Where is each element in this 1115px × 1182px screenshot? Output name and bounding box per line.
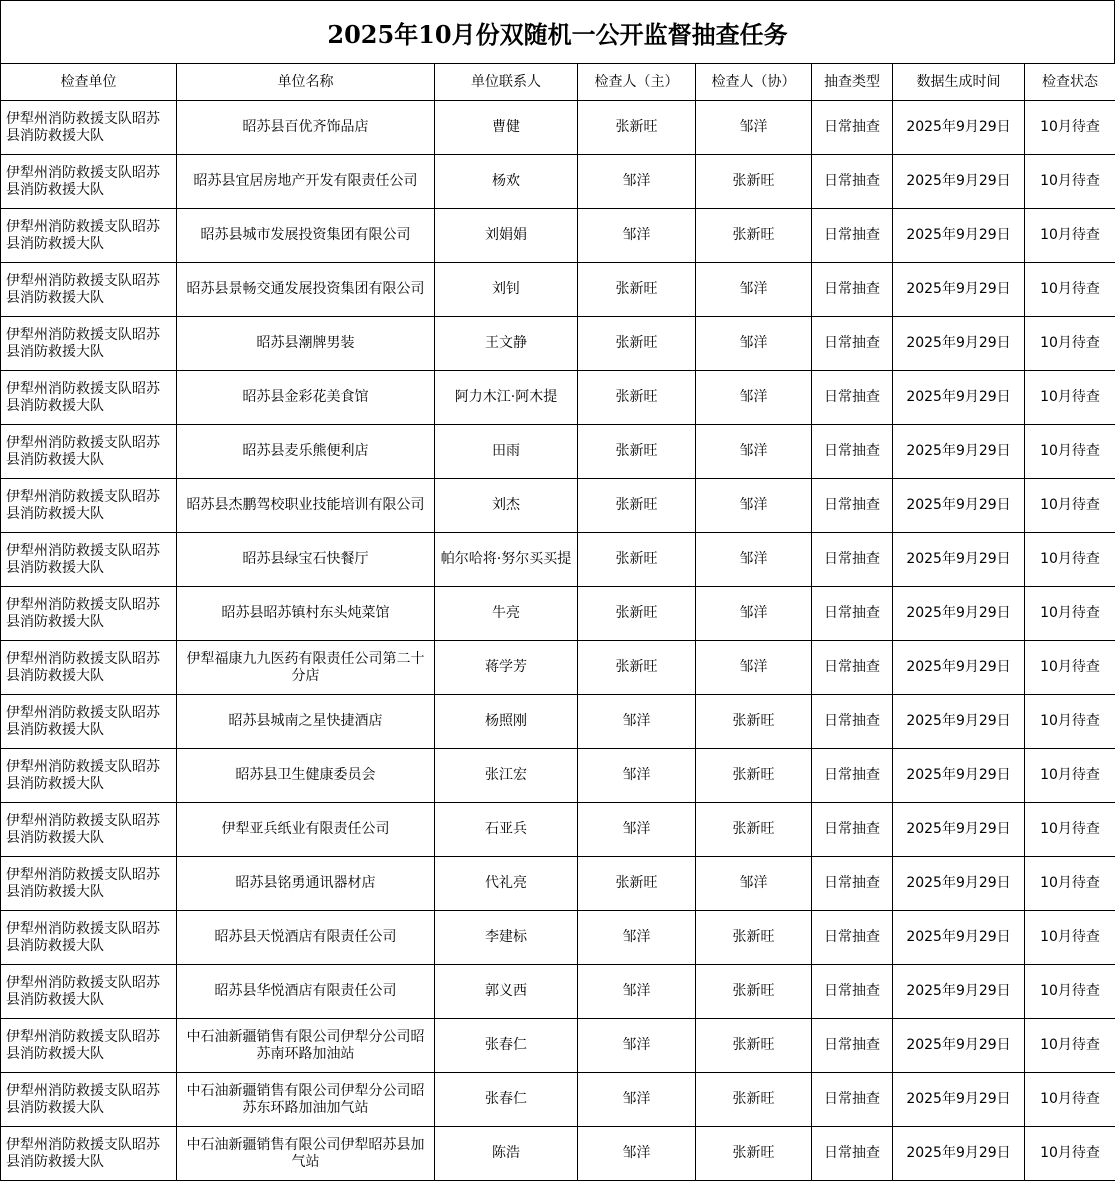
cell-inspector-assist: 张新旺: [696, 749, 812, 803]
table-row: [1, 641, 1115, 695]
cell-check-type: 日常抽查: [812, 1073, 893, 1127]
cell-check-type: 日常抽查: [812, 209, 893, 263]
cell-inspector-assist: 张新旺: [696, 1127, 812, 1181]
cell-contact: 代礼亮: [435, 857, 578, 911]
cell-inspector-main: 张新旺: [578, 641, 696, 695]
cell-inspector-assist: 邹洋: [696, 317, 812, 371]
cell-inspector-assist: 张新旺: [696, 695, 812, 749]
cell-generated-date: 2025年9月29日: [893, 1073, 1025, 1127]
cell-inspector-main: 张新旺: [578, 479, 696, 533]
cell-inspection-unit: 伊犁州消防救援支队昭苏县消防救援大队: [1, 101, 177, 155]
cell-status: 10月待查: [1025, 317, 1115, 371]
cell-status: 10月待查: [1025, 587, 1115, 641]
cell-inspector-assist: 张新旺: [696, 1019, 812, 1073]
cell-inspector-assist: 邹洋: [696, 587, 812, 641]
cell-generated-date: 2025年9月29日: [893, 965, 1025, 1019]
cell-generated-date: 2025年9月29日: [893, 155, 1025, 209]
cell-check-type: 日常抽查: [812, 641, 893, 695]
cell-generated-date: 2025年9月29日: [893, 857, 1025, 911]
cell-inspector-assist: 张新旺: [696, 803, 812, 857]
cell-inspection-unit: 伊犁州消防救援支队昭苏县消防救援大队: [1, 317, 177, 371]
cell-status: 10月待查: [1025, 1127, 1115, 1181]
cell-generated-date: 2025年9月29日: [893, 533, 1025, 587]
cell-contact: 张江宏: [435, 749, 578, 803]
cell-contact: 郭义西: [435, 965, 578, 1019]
cell-inspector-assist: 张新旺: [696, 209, 812, 263]
cell-unit-name: 昭苏县潮牌男装: [177, 317, 435, 371]
cell-inspector-assist: 邹洋: [696, 425, 812, 479]
cell-status: 10月待查: [1025, 695, 1115, 749]
cell-unit-name: 昭苏县天悦酒店有限责任公司: [177, 911, 435, 965]
cell-unit-name: 昭苏县卫生健康委员会: [177, 749, 435, 803]
cell-status: 10月待查: [1025, 209, 1115, 263]
header-contact: 单位联系人: [435, 64, 578, 101]
cell-check-type: 日常抽查: [812, 263, 893, 317]
cell-inspector-assist: 张新旺: [696, 155, 812, 209]
cell-inspector-assist: 邹洋: [696, 857, 812, 911]
cell-inspection-unit: 伊犁州消防救援支队昭苏县消防救援大队: [1, 911, 177, 965]
cell-inspector-main: 张新旺: [578, 371, 696, 425]
cell-inspector-main: 邹洋: [578, 911, 696, 965]
cell-status: 10月待查: [1025, 101, 1115, 155]
cell-unit-name: 中石油新疆销售有限公司伊犁昭苏县加气站: [177, 1127, 435, 1181]
cell-check-type: 日常抽查: [812, 155, 893, 209]
cell-check-type: 日常抽查: [812, 749, 893, 803]
cell-check-type: 日常抽查: [812, 533, 893, 587]
cell-check-type: 日常抽查: [812, 803, 893, 857]
cell-generated-date: 2025年9月29日: [893, 425, 1025, 479]
cell-inspection-unit: 伊犁州消防救援支队昭苏县消防救援大队: [1, 857, 177, 911]
cell-inspector-main: 邹洋: [578, 749, 696, 803]
cell-inspector-main: 邹洋: [578, 1073, 696, 1127]
cell-inspection-unit: 伊犁州消防救援支队昭苏县消防救援大队: [1, 965, 177, 1019]
cell-inspector-main: 张新旺: [578, 263, 696, 317]
cell-inspection-unit: 伊犁州消防救援支队昭苏县消防救援大队: [1, 209, 177, 263]
table-row: [1, 695, 1115, 749]
cell-unit-name: 昭苏县城南之星快捷酒店: [177, 695, 435, 749]
cell-inspection-unit: 伊犁州消防救援支队昭苏县消防救援大队: [1, 263, 177, 317]
cell-status: 10月待查: [1025, 155, 1115, 209]
table-row: [1, 965, 1115, 1019]
cell-inspection-unit: 伊犁州消防救援支队昭苏县消防救援大队: [1, 479, 177, 533]
cell-contact: 蒋学芳: [435, 641, 578, 695]
cell-contact: 帕尔哈将·努尔买买提: [435, 533, 578, 587]
cell-unit-name: 昭苏县杰鹏驾校职业技能培训有限公司: [177, 479, 435, 533]
cell-inspector-main: 邹洋: [578, 155, 696, 209]
cell-inspector-assist: 张新旺: [696, 965, 812, 1019]
cell-inspector-assist: 邹洋: [696, 101, 812, 155]
cell-unit-name: 中石油新疆销售有限公司伊犁分公司昭苏南环路加油站: [177, 1019, 435, 1073]
cell-generated-date: 2025年9月29日: [893, 803, 1025, 857]
cell-inspection-unit: 伊犁州消防救援支队昭苏县消防救援大队: [1, 641, 177, 695]
cell-inspector-main: 张新旺: [578, 587, 696, 641]
cell-inspector-main: 邹洋: [578, 1019, 696, 1073]
cell-inspection-unit: 伊犁州消防救援支队昭苏县消防救援大队: [1, 803, 177, 857]
header-generated-date: 数据生成时间: [893, 64, 1025, 101]
cell-status: 10月待查: [1025, 803, 1115, 857]
cell-inspector-main: 邹洋: [578, 209, 696, 263]
cell-check-type: 日常抽查: [812, 101, 893, 155]
cell-contact: 张春仁: [435, 1073, 578, 1127]
cell-generated-date: 2025年9月29日: [893, 1127, 1025, 1181]
cell-inspector-assist: 邹洋: [696, 533, 812, 587]
cell-inspection-unit: 伊犁州消防救援支队昭苏县消防救援大队: [1, 1019, 177, 1073]
header-check-type: 抽查类型: [812, 64, 893, 101]
table-row: [1, 587, 1115, 641]
cell-check-type: 日常抽查: [812, 911, 893, 965]
cell-inspector-main: 邹洋: [578, 803, 696, 857]
cell-contact: 杨欢: [435, 155, 578, 209]
cell-contact: 张春仁: [435, 1019, 578, 1073]
cell-generated-date: 2025年9月29日: [893, 317, 1025, 371]
cell-generated-date: 2025年9月29日: [893, 695, 1025, 749]
cell-status: 10月待查: [1025, 857, 1115, 911]
cell-contact: 刘娟娟: [435, 209, 578, 263]
table-row: [1, 803, 1115, 857]
header-row: [1, 64, 1115, 101]
table-row: [1, 155, 1115, 209]
cell-contact: 杨照刚: [435, 695, 578, 749]
cell-inspector-assist: 邹洋: [696, 371, 812, 425]
cell-check-type: 日常抽查: [812, 857, 893, 911]
cell-generated-date: 2025年9月29日: [893, 749, 1025, 803]
cell-contact: 曹健: [435, 101, 578, 155]
cell-inspector-main: 邹洋: [578, 695, 696, 749]
cell-generated-date: 2025年9月29日: [893, 911, 1025, 965]
cell-check-type: 日常抽查: [812, 587, 893, 641]
table-row: [1, 1019, 1115, 1073]
cell-contact: 阿力木江·阿木提: [435, 371, 578, 425]
cell-unit-name: 昭苏县绿宝石快餐厅: [177, 533, 435, 587]
title-cell: [0, 0, 1115, 63]
cell-inspector-main: 张新旺: [578, 533, 696, 587]
cell-status: 10月待查: [1025, 371, 1115, 425]
cell-contact: 王文静: [435, 317, 578, 371]
cell-inspection-unit: 伊犁州消防救援支队昭苏县消防救援大队: [1, 533, 177, 587]
cell-inspection-unit: 伊犁州消防救援支队昭苏县消防救援大队: [1, 587, 177, 641]
cell-contact: 田雨: [435, 425, 578, 479]
cell-generated-date: 2025年9月29日: [893, 371, 1025, 425]
cell-unit-name: 昭苏县百优齐饰品店: [177, 101, 435, 155]
cell-generated-date: 2025年9月29日: [893, 101, 1025, 155]
cell-generated-date: 2025年9月29日: [893, 641, 1025, 695]
cell-generated-date: 2025年9月29日: [893, 479, 1025, 533]
cell-unit-name: 昭苏县城市发展投资集团有限公司: [177, 209, 435, 263]
cell-unit-name: 昭苏县麦乐熊便利店: [177, 425, 435, 479]
table-row: [1, 317, 1115, 371]
cell-contact: 陈浩: [435, 1127, 578, 1181]
page-title: 2025年10月份双随机一公开监督抽查任务: [327, 19, 788, 49]
header-inspection-unit: 检查单位: [1, 64, 177, 101]
cell-unit-name: 伊犁亚兵纸业有限责任公司: [177, 803, 435, 857]
cell-unit-name: 昭苏县华悦酒店有限责任公司: [177, 965, 435, 1019]
table-row: [1, 857, 1115, 911]
cell-inspection-unit: 伊犁州消防救援支队昭苏县消防救援大队: [1, 1073, 177, 1127]
cell-generated-date: 2025年9月29日: [893, 587, 1025, 641]
cell-inspector-main: 张新旺: [578, 317, 696, 371]
cell-unit-name: 昭苏县景畅交通发展投资集团有限公司: [177, 263, 435, 317]
cell-check-type: 日常抽查: [812, 1019, 893, 1073]
cell-generated-date: 2025年9月29日: [893, 209, 1025, 263]
table-row: [1, 749, 1115, 803]
table-row: [1, 101, 1115, 155]
cell-check-type: 日常抽查: [812, 479, 893, 533]
header-status: 检查状态: [1025, 64, 1115, 101]
cell-inspection-unit: 伊犁州消防救援支队昭苏县消防救援大队: [1, 371, 177, 425]
cell-inspector-main: 张新旺: [578, 425, 696, 479]
cell-unit-name: 中石油新疆销售有限公司伊犁分公司昭苏东环路加油加气站: [177, 1073, 435, 1127]
cell-check-type: 日常抽查: [812, 1127, 893, 1181]
header-inspector-assist: 检查人（协）: [696, 64, 812, 101]
cell-inspection-unit: 伊犁州消防救援支队昭苏县消防救援大队: [1, 425, 177, 479]
table-row: [1, 371, 1115, 425]
cell-status: 10月待查: [1025, 749, 1115, 803]
cell-inspector-main: 邹洋: [578, 1127, 696, 1181]
header-inspector-main: 检查人（主）: [578, 64, 696, 101]
cell-check-type: 日常抽查: [812, 371, 893, 425]
table-row: [1, 263, 1115, 317]
cell-contact: 牛亮: [435, 587, 578, 641]
cell-inspector-main: 张新旺: [578, 857, 696, 911]
table-row: [1, 209, 1115, 263]
cell-contact: 刘钊: [435, 263, 578, 317]
cell-status: 10月待查: [1025, 965, 1115, 1019]
cell-inspector-assist: 邹洋: [696, 641, 812, 695]
cell-check-type: 日常抽查: [812, 317, 893, 371]
table-row: [1, 425, 1115, 479]
cell-generated-date: 2025年9月29日: [893, 1019, 1025, 1073]
cell-status: 10月待查: [1025, 1019, 1115, 1073]
cell-unit-name: 昭苏县昭苏镇村东头炖菜馆: [177, 587, 435, 641]
cell-unit-name: 昭苏县铭勇通讯器材店: [177, 857, 435, 911]
cell-status: 10月待查: [1025, 641, 1115, 695]
cell-contact: 石亚兵: [435, 803, 578, 857]
cell-check-type: 日常抽查: [812, 965, 893, 1019]
cell-inspection-unit: 伊犁州消防救援支队昭苏县消防救援大队: [1, 695, 177, 749]
cell-check-type: 日常抽查: [812, 425, 893, 479]
cell-inspection-unit: 伊犁州消防救援支队昭苏县消防救援大队: [1, 155, 177, 209]
cell-inspector-main: 张新旺: [578, 101, 696, 155]
header-unit-name: 单位名称: [177, 64, 435, 101]
cell-status: 10月待查: [1025, 425, 1115, 479]
cell-inspection-unit: 伊犁州消防救援支队昭苏县消防救援大队: [1, 1127, 177, 1181]
cell-status: 10月待查: [1025, 263, 1115, 317]
cell-unit-name: 伊犁福康九九医药有限责任公司第二十分店: [177, 641, 435, 695]
table-row: [1, 533, 1115, 587]
cell-contact: 李建标: [435, 911, 578, 965]
cell-inspection-unit: 伊犁州消防救援支队昭苏县消防救援大队: [1, 749, 177, 803]
table-row: [1, 1073, 1115, 1127]
cell-status: 10月待查: [1025, 1073, 1115, 1127]
task-table: [0, 63, 1115, 1181]
cell-status: 10月待查: [1025, 911, 1115, 965]
cell-inspector-main: 邹洋: [578, 965, 696, 1019]
cell-unit-name: 昭苏县金彩花美食馆: [177, 371, 435, 425]
cell-check-type: 日常抽查: [812, 695, 893, 749]
table-row: [1, 1127, 1115, 1181]
cell-unit-name: 昭苏县宜居房地产开发有限责任公司: [177, 155, 435, 209]
cell-inspector-assist: 邹洋: [696, 263, 812, 317]
cell-contact: 刘杰: [435, 479, 578, 533]
table-row: [1, 911, 1115, 965]
cell-inspector-assist: 邹洋: [696, 479, 812, 533]
cell-status: 10月待查: [1025, 479, 1115, 533]
cell-inspector-assist: 张新旺: [696, 911, 812, 965]
cell-inspector-assist: 张新旺: [696, 1073, 812, 1127]
table-row: [1, 479, 1115, 533]
cell-status: 10月待查: [1025, 533, 1115, 587]
cell-generated-date: 2025年9月29日: [893, 263, 1025, 317]
